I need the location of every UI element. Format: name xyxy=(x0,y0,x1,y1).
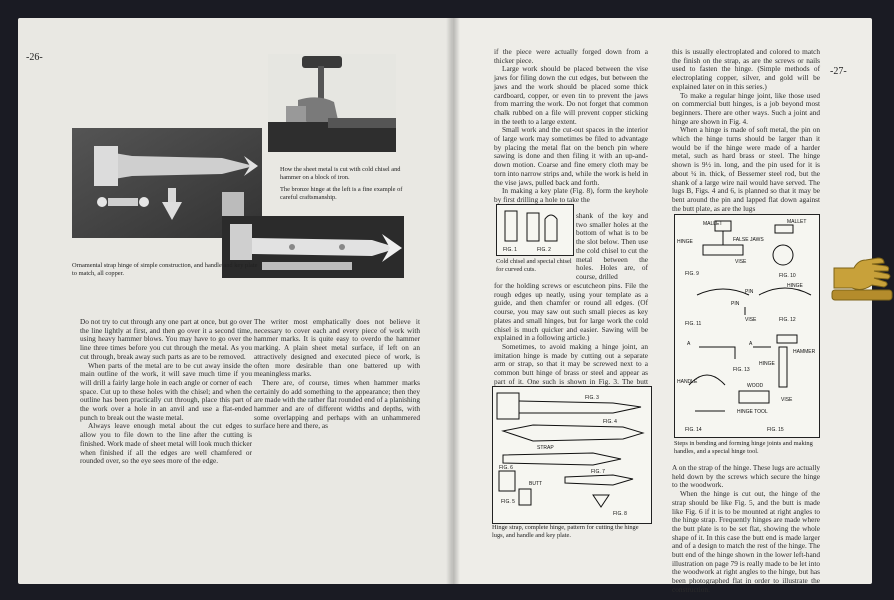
hinge1-label: HINGE xyxy=(677,239,693,245)
right-page xyxy=(452,18,872,594)
left-page xyxy=(18,18,454,584)
fig5-label: FIG. 5 xyxy=(501,499,515,505)
left-column-2 xyxy=(254,318,420,431)
paragraph: Do not try to cut through any one part at once, but go over the line lightly at first, and then go over it a second time, using heavy hammer blows. You may have to go over the line three times before you cut through the metal. As you cut through, break away such parts as are to be removed. xyxy=(80,317,252,361)
page-number-right: -27- xyxy=(830,66,847,77)
vise3-label: VISE xyxy=(781,397,793,403)
hammer-label: HAMMER xyxy=(793,349,816,355)
strap-caption: Ornamental strap hinge of simple construction, and handle and key plate to match, all copper. xyxy=(72,262,258,277)
fig14-label: FIG. 14 xyxy=(685,427,702,433)
paragraph: There are, of course, times when hammer marks certainly do add something to the appearance; then they are made with the rather flat rounded end of a planishing hammer and are of different widths and depths, with some overlapping and perhaps with an unhammered surface here and there, as xyxy=(254,377,420,431)
paragraph: The writer most emphatically does not believe it necessary to cover each and every piece of work with hammer marks. It is quite easy to overdo the hammer marking. A plain sheet metal surface, if left on an attractively designed and executed piece of work, is often more desirable than one battered up with meaningless marks. xyxy=(254,317,420,379)
paragraph: A on the strap of the hinge. These lugs are actually held down by the screws which secure the hinge to the woodwork. xyxy=(672,463,820,490)
hinge-strap-figure xyxy=(492,386,652,524)
handle-label: HANDLE xyxy=(677,379,698,385)
right-column-1-top xyxy=(494,48,648,205)
right-column-2-top xyxy=(672,48,820,213)
fig4-label: FIG. 4 xyxy=(603,419,617,425)
vise1-label: VISE xyxy=(735,259,747,265)
paragraph: Always leave enough metal about the cut edges to allow you to file down to the line after the cutting is finished. Work made of sheet metal will look much thicker when finished if all the edges are well chamfered or rounded over, so the eye sees more of the edge. xyxy=(80,421,252,466)
brass-hand-icon xyxy=(832,250,894,311)
false-jaws-label: FALSE JAWS xyxy=(733,237,764,243)
book-gutter xyxy=(446,18,460,584)
a2-label: A xyxy=(749,341,753,347)
page-number-left: -26- xyxy=(26,52,43,63)
a1-label: A xyxy=(687,341,691,347)
left-column-1 xyxy=(80,318,252,466)
paragraph: When a hinge is made of soft metal, the pin on which the hinge turns should be larger than it would be if the hinge were made of a harder metal, such as hard brass or steel. The hinge shown is 9½ in. long, and the pin used for it is about ¼ in. thick, of Bessemer steel rod, but the shank of a large wire nail would have served. The lugs B, Figs. 4 and 6, is planned so that it may be bent around the pin and lapped flat down against the butt plate, as are the lugs xyxy=(672,125,820,213)
chisel-figure xyxy=(496,204,574,256)
right-column-1-bottom xyxy=(494,282,648,395)
hinge-tool-label: HINGE TOOL xyxy=(737,409,768,415)
chisel-caption: Cold chisel and special chisel for curved cuts. xyxy=(496,258,572,273)
steps-caption: Steps in bending and forming hinge joints and making handles, and a special hinge tool. xyxy=(674,440,813,455)
butt-label: BUTT xyxy=(529,481,543,487)
paragraph: To make a regular hinge joint, like those used on commercial butt hinges, is a job beyond most beginners. There are other ways. Such a joint and hinge are shown in Fig. 4. xyxy=(672,90,820,126)
fig11-label: FIG. 11 xyxy=(685,321,702,327)
mallet2-label: MALLET xyxy=(787,219,807,225)
fig3-label: FIG. 3 xyxy=(585,395,599,401)
paragraph: Sometimes, to avoid making a hinge joint, an imitation hinge is made by cutting out a separate arm or strap, so that it may be screwed next to a common butt hinge of brass or steel and appear as part of it. One such is shown in Fig. 3. The butt xyxy=(494,341,648,386)
paragraph: When parts of the metal are to be cut away inside the main outline of the work, it will save much time if you will drill a fairly large hole in each angle or corner of each space. Cut up to these holes with the chisel; and when the outline has been practically cut through, place this part of the work over a hole in an anvil and use a flat-ended punch to break out the waste metal. xyxy=(80,360,252,422)
bronze-caption: The bronze hinge at the left is a fine example of careful craftsmanship. xyxy=(280,186,403,201)
paragraph: this is usually electroplated and colored to match the finish on the strap, as are the screws or nails used to fasten the hinge. (Simple methods of electroplating copper, silver, and gold will be explained later on in this series.) xyxy=(672,47,820,91)
fig9-label: FIG. 9 xyxy=(685,271,699,277)
wood-label: WOOD xyxy=(747,383,764,389)
fig6a-label: FIG. 6 xyxy=(499,465,513,471)
right-column-1-side xyxy=(576,212,648,282)
paragraph: Large work should be placed between the vise jaws for filing down the cut edges, but between the jaws and the work should be placed some thick cardboard, copper, or even tin to prevent the jaws from marring the work. Do not forget that common chalk rubbed on a file will prevent copper sticking in the teeth to a large extent. xyxy=(494,64,648,126)
pin1-label: PIN xyxy=(745,289,754,295)
fig7-label: FIG. 7 xyxy=(591,469,605,475)
vise2-label: VISE xyxy=(745,317,757,323)
hammer-photo xyxy=(268,54,396,152)
pin2-label: PIN xyxy=(731,301,740,307)
fig2-label: FIG. 2 xyxy=(537,247,551,253)
fig8-label: FIG. 8 xyxy=(613,511,627,517)
fig13-label: FIG. 13 xyxy=(733,367,750,373)
hinge-strap-caption: Hinge strap, complete hinge, pattern for cutting the hinge lugs, and handle and key plate. xyxy=(492,524,639,539)
paragraph: In making a key plate (Fig. 8), form the keyhole by first drilling a hole to take the xyxy=(494,186,648,204)
right-column-2-bottom xyxy=(672,464,820,595)
hinge3-label: HINGE xyxy=(759,361,775,367)
paragraph: if the piece were actually forged down from a thicker piece. xyxy=(494,47,648,65)
hinge-steps-figure xyxy=(674,214,820,438)
paragraph: shank of the key and two smaller holes at the bottom of what is to be the slot below. Then use the cold chisel to cut the metal between the holes. Holes are, of course, drilled xyxy=(576,211,648,281)
fig15-label: FIG. 15 xyxy=(767,427,784,433)
paragraph: When the hinge is cut out, the hinge of the strap should be like Fig. 5, and the butt is made like Fig. 6 if it is to be mounted at right angles to the hinge strap. Frequently hinges are made where the butt plate is to be set flat, showing the whole shape of it. In this case the butt end is made larger and of a design to match the rest of the hinge. The butt end of the hinge shown in the lower left-hand illustration on page 79 is really made to be let into the woodwork at right angles to the hinge, but has been photographed flat in order to illustrate the construction. xyxy=(672,489,820,594)
hammer-caption: How the sheet metal is cut with cold chisel and hammer on a block of iron. xyxy=(280,166,401,181)
fig10-label: FIG. 10 xyxy=(779,273,796,279)
fig1-label: FIG. 1 xyxy=(503,247,517,253)
hinge2-label: HINGE xyxy=(787,283,803,289)
paragraph: Small work and the cut-out spaces in the interior of large work may sometimes be filed to advantage by placing the metal flat on the bench pin where sawing is done and then filing it with an up-and-down motion. Coarse and fine emery cloth may be torn into narrow strips and, while the work is held in the vise jaws, pulled back and forth. xyxy=(494,125,648,187)
strap-label: STRAP xyxy=(537,445,554,451)
paragraph: for the holding screws or escutcheon pins. File the rough edges up neatly, using your template as a guide, and then chamfer or round all edges. (Of course, you may saw out such small pieces as key plates and small hinges, but for large work the cold chisel is much quicker and easier. Sawing will be explained in a following article.) xyxy=(494,281,648,343)
fig12-label: FIG. 12 xyxy=(779,317,796,323)
mallet1-label: MALLET xyxy=(703,221,723,227)
